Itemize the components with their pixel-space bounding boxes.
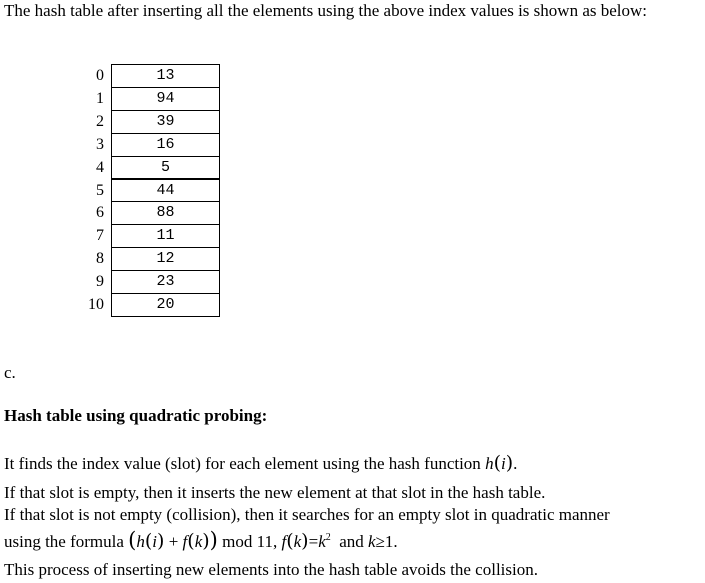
table-index: 5 — [96, 181, 104, 199]
table-index: 10 — [88, 296, 104, 313]
table-cell: 5 — [111, 156, 220, 180]
table-cell: 11 — [111, 224, 220, 248]
table-cell: 20 — [111, 293, 220, 317]
section-label: c. — [4, 363, 16, 382]
table-cell: 39 — [111, 110, 220, 134]
line4-prefix: using the formula — [4, 532, 124, 551]
table-index: 7 — [96, 227, 104, 245]
table-cell: 88 — [111, 201, 220, 225]
body-line-3: If that slot is not empty (collision), then it searches for an empty slot in quadratic manner — [4, 505, 610, 524]
table-index: 2 — [96, 112, 104, 130]
f-definition: $f(k)=k^2$ — [281, 530, 331, 552]
body-line-5: This process of inserting new elements into the hash table avoids the collision. — [4, 560, 538, 579]
table-cell: 94 — [111, 87, 220, 111]
line4-end: . — [393, 532, 398, 551]
line1-end: . — [513, 454, 518, 473]
table-cell: 44 — [111, 179, 220, 203]
table-cell: 13 — [111, 64, 220, 88]
table-index: 6 — [96, 204, 104, 222]
hash-function-symbol: h(i) — [485, 452, 514, 474]
table-index: 9 — [96, 273, 104, 291]
body-line-1 — [4, 452, 517, 475]
table-index: 8 — [96, 250, 104, 268]
table-index: 1 — [96, 89, 104, 107]
section-heading — [4, 405, 267, 427]
body-line-4 — [4, 529, 398, 553]
table-cell: 23 — [111, 270, 220, 294]
mod-text: mod 11, — [222, 532, 278, 551]
k-condition: k≥1 — [368, 532, 394, 551]
and-text: and — [339, 532, 364, 551]
table-index: 4 — [96, 158, 104, 176]
line1-prefix: It finds the index value (slot) for each element using the hash function — [4, 454, 481, 473]
intro-paragraph: The hash table after inserting all the elements using the above index values is shown as below: — [4, 1, 647, 20]
body-line-2: If that slot is empty, then it inserts the new element at that slot in the hash table. — [4, 483, 546, 502]
table-cell: 16 — [111, 133, 220, 157]
probe-formula: (h(i) + f(k)) — [128, 528, 218, 552]
table-cell: 12 — [111, 247, 220, 271]
heading-text: Hash table using quadratic probing: — [4, 406, 268, 425]
table-index: 3 — [96, 135, 104, 153]
table-index: 0 — [96, 67, 104, 84]
